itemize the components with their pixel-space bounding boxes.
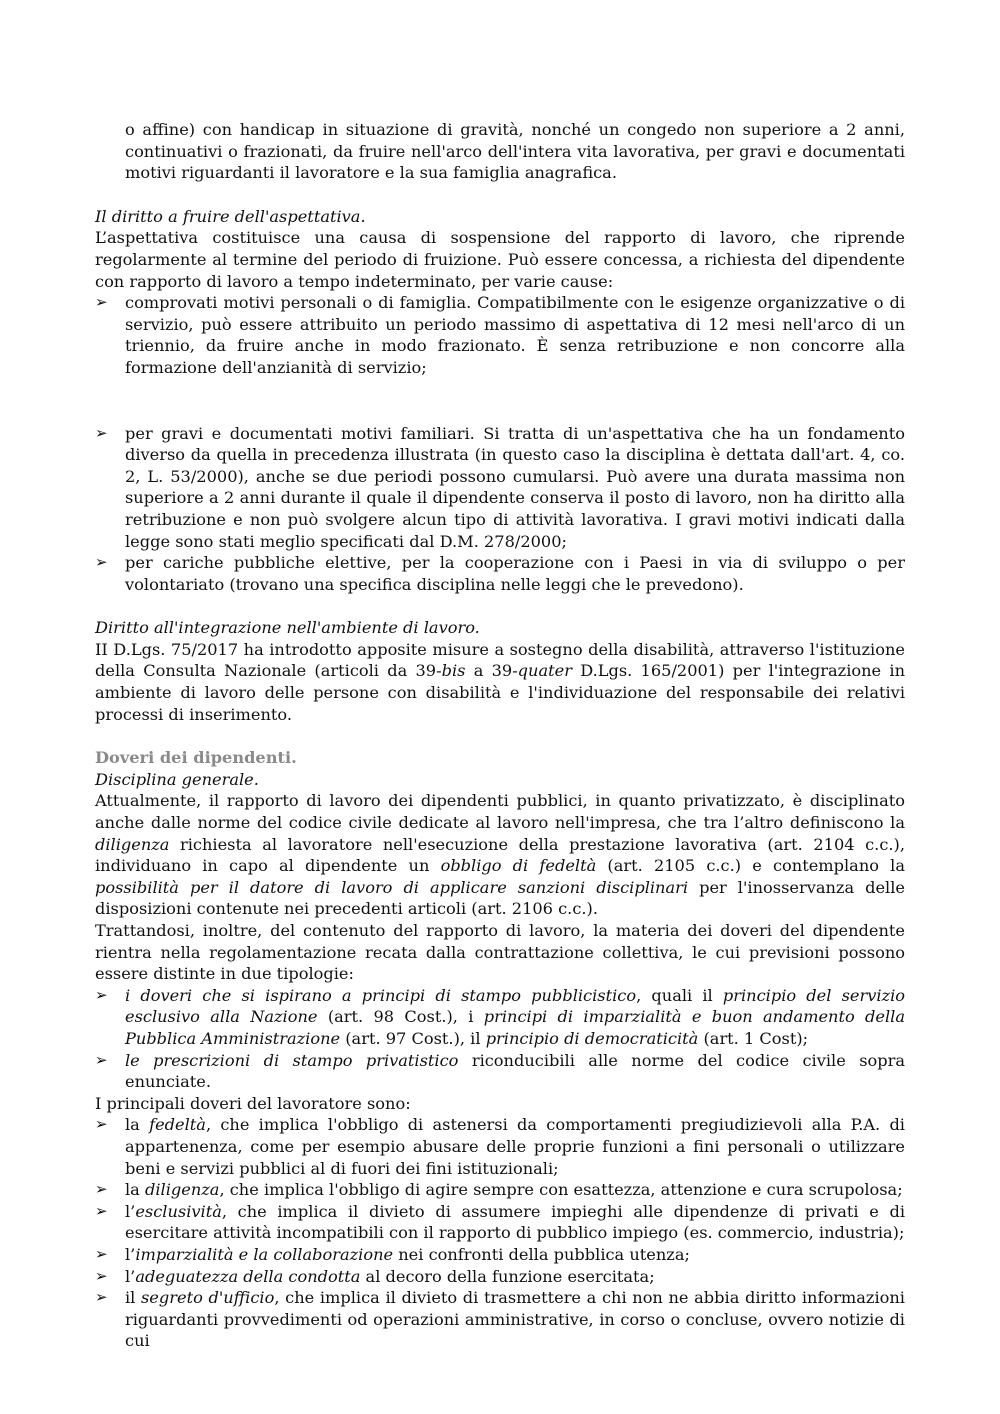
integrazione-paragraph: II D.Lgs. 75/2017 ha introdotto apposite misure a sostegno della disabilità, attraverso l'istituzione della Consulta Nazionale (articoli da 39-bis a 39-quater D.Lgs. 165/2001) per l'integrazione in ambiente di lavoro delle persone con disabilità e l'individuazione del responsabile dei relativi processi di inserimento. (95, 639, 905, 724)
integrazione-heading: Diritto all'integrazione nell'ambiente di lavoro. (95, 618, 480, 638)
section-title: Doveri dei dipendenti. (95, 748, 297, 768)
aspettativa-heading: Il diritto a fruire dell'aspettativa. (95, 206, 366, 226)
arrow-bullet-icon: ➢ (95, 1201, 108, 1220)
list-item: ➢ l’adeguatezza della condotta al decoro della funzione esercitata; (95, 1266, 655, 1286)
arrow-bullet-icon: ➢ (95, 1050, 108, 1069)
doveri-paragraph-2: Trattandosi, inoltre, del contenuto del rapporto di lavoro, la materia dei doveri del dipendente rientra nella regolamentazione recata dalla contrattazione collettiva, le cui previsioni possono essere distinte in due tipologie: (95, 921, 905, 984)
list-item: ➢ i doveri che si ispirano a principi di stampo pubblicistico, quali il principio del servizio esclusivo alla Nazione (art. 98 Cost.), i principi di imparzialità e buon andamento della Pubblica Amministrazione (art. 97 Cost.), il principio di democraticità (art. 1 Cost); (95, 985, 905, 1048)
arrow-bullet-icon: ➢ (95, 1266, 108, 1285)
arrow-bullet-icon: ➢ (95, 1180, 108, 1199)
doveri-paragraph-3: I principali doveri del lavoratore sono: (95, 1093, 411, 1113)
intro-continuation-paragraph: o affine) con handicap in situazione di gravità, nonché un congedo non superiore a 2 anni, continuativi o frazionati, da fruire nell'arco dell'intera vita lavorativa, per gravi e documentati motivi riguardanti il lavoratore e la sua famiglia anagrafica. (125, 120, 905, 183)
subsection-heading: Disciplina generale. (95, 769, 259, 789)
list-item: ➢ le prescrizioni di stampo privatistico riconducibili alle norme del codice civile sopra enunciate. (95, 1050, 905, 1092)
list-item: ➢ la diligenza, che implica l'obbligo di agire sempre con esattezza, attenzione e cura scrupolosa; (95, 1180, 903, 1200)
arrow-bullet-icon: ➢ (95, 1115, 108, 1134)
arrow-bullet-icon: ➢ (95, 1288, 108, 1307)
arrow-bullet-icon: ➢ (95, 1244, 108, 1263)
list-item: ➢ per gravi e documentati motivi familiari. Si tratta di un'aspettativa che ha un fondamento diverso da quella in precedenza illustrata (in questo caso la disciplina è dettata dall'art. 4, co. 2, L. 53/2000), anche se due periodi possono cumularsi. Può avere una durata massima non superiore a 2 anni durante il quale il dipendente conserva il posto di lavoro, non ha diritto alla retribuzione e non può svolgere alcun tipo di attività lavorativa. I gravi motivi indicati dalla legge sono stati meglio specificati dal D.M. 278/2000; (95, 423, 905, 551)
list-item: ➢ l’imparzialità e la collaborazione nei confronti della pubblica utenza; (95, 1244, 690, 1264)
aspettativa-list (95, 292, 905, 595)
doveri-list (95, 1114, 905, 1352)
list-item: ➢ per cariche pubbliche elettive, per la cooperazione con i Paesi in via di sviluppo o per volontariato (trovano una specifica disciplina nelle leggi che le prevedono). (95, 553, 905, 594)
arrow-bullet-icon: ➢ (95, 985, 108, 1004)
arrow-bullet-icon: ➢ (95, 423, 108, 442)
list-item: ➢ la fedeltà, che implica l'obbligo di astenersi da comportamenti pregiudizievoli alla P.A. di appartenenza, come per esempio abusare delle proprie funzioni a fini personali o utilizzare beni e servizi pubblici al di fuori dei fini istituzionali; (95, 1115, 905, 1178)
aspettativa-paragraph: L’aspettativa costituisce una causa di sospensione del rapporto di lavoro, che riprende regolarmente al termine del periodo di fruizione. Può essere concessa, a richiesta del dipendente con rapporto di lavoro a tempo indeterminato, per varie cause: (95, 228, 905, 291)
list-item: ➢ il segreto d'ufficio, che implica il divieto di trasmettere a chi non ne abbia diritto informazioni riguardanti provvedimenti od operazioni amministrative, in corso o concluse, ovvero notizie di cui (95, 1288, 905, 1351)
arrow-bullet-icon: ➢ (95, 553, 108, 572)
list-item: ➢ l’esclusività, che implica il divieto di assumere impieghi alle dipendenze di privati e di esercitare attività incompatibili con il rapporto di pubblico impiego (es. commercio, industria); (95, 1201, 905, 1243)
arrow-bullet-icon: ➢ (95, 293, 108, 312)
list-item: ➢ comprovati motivi personali o di famiglia. Compatibilmente con le esigenze organizzative o di servizio, può essere attribuito un periodo massimo di aspettativa di 12 mesi nell'arco di un triennio, da fruire anche in modo frazionato. È senza retribuzione e non concorre alla formazione dell'anzianità di servizio; (95, 293, 905, 377)
tipologie-list (95, 985, 905, 1093)
doveri-paragraph-1: Attualmente, il rapporto di lavoro dei dipendenti pubblici, in quanto privatizzato, è disciplinato anche dalle norme del codice civile dedicate al lavoro nell'impresa, che tra l’altro definiscono la diligenza richiesta al lavoratore nell'esecuzione della prestazione lavorativa (art. 2104 c.c.), individuano in capo al dipendente un obbligo di fedeltà (art. 2105 c.c.) e contemplano la possibilità per il datore di lavoro di applicare sanzioni disciplinari per l'inosservanza delle disposizioni contenute nei precedenti articoli (art. 2106 c.c.). (95, 791, 906, 919)
